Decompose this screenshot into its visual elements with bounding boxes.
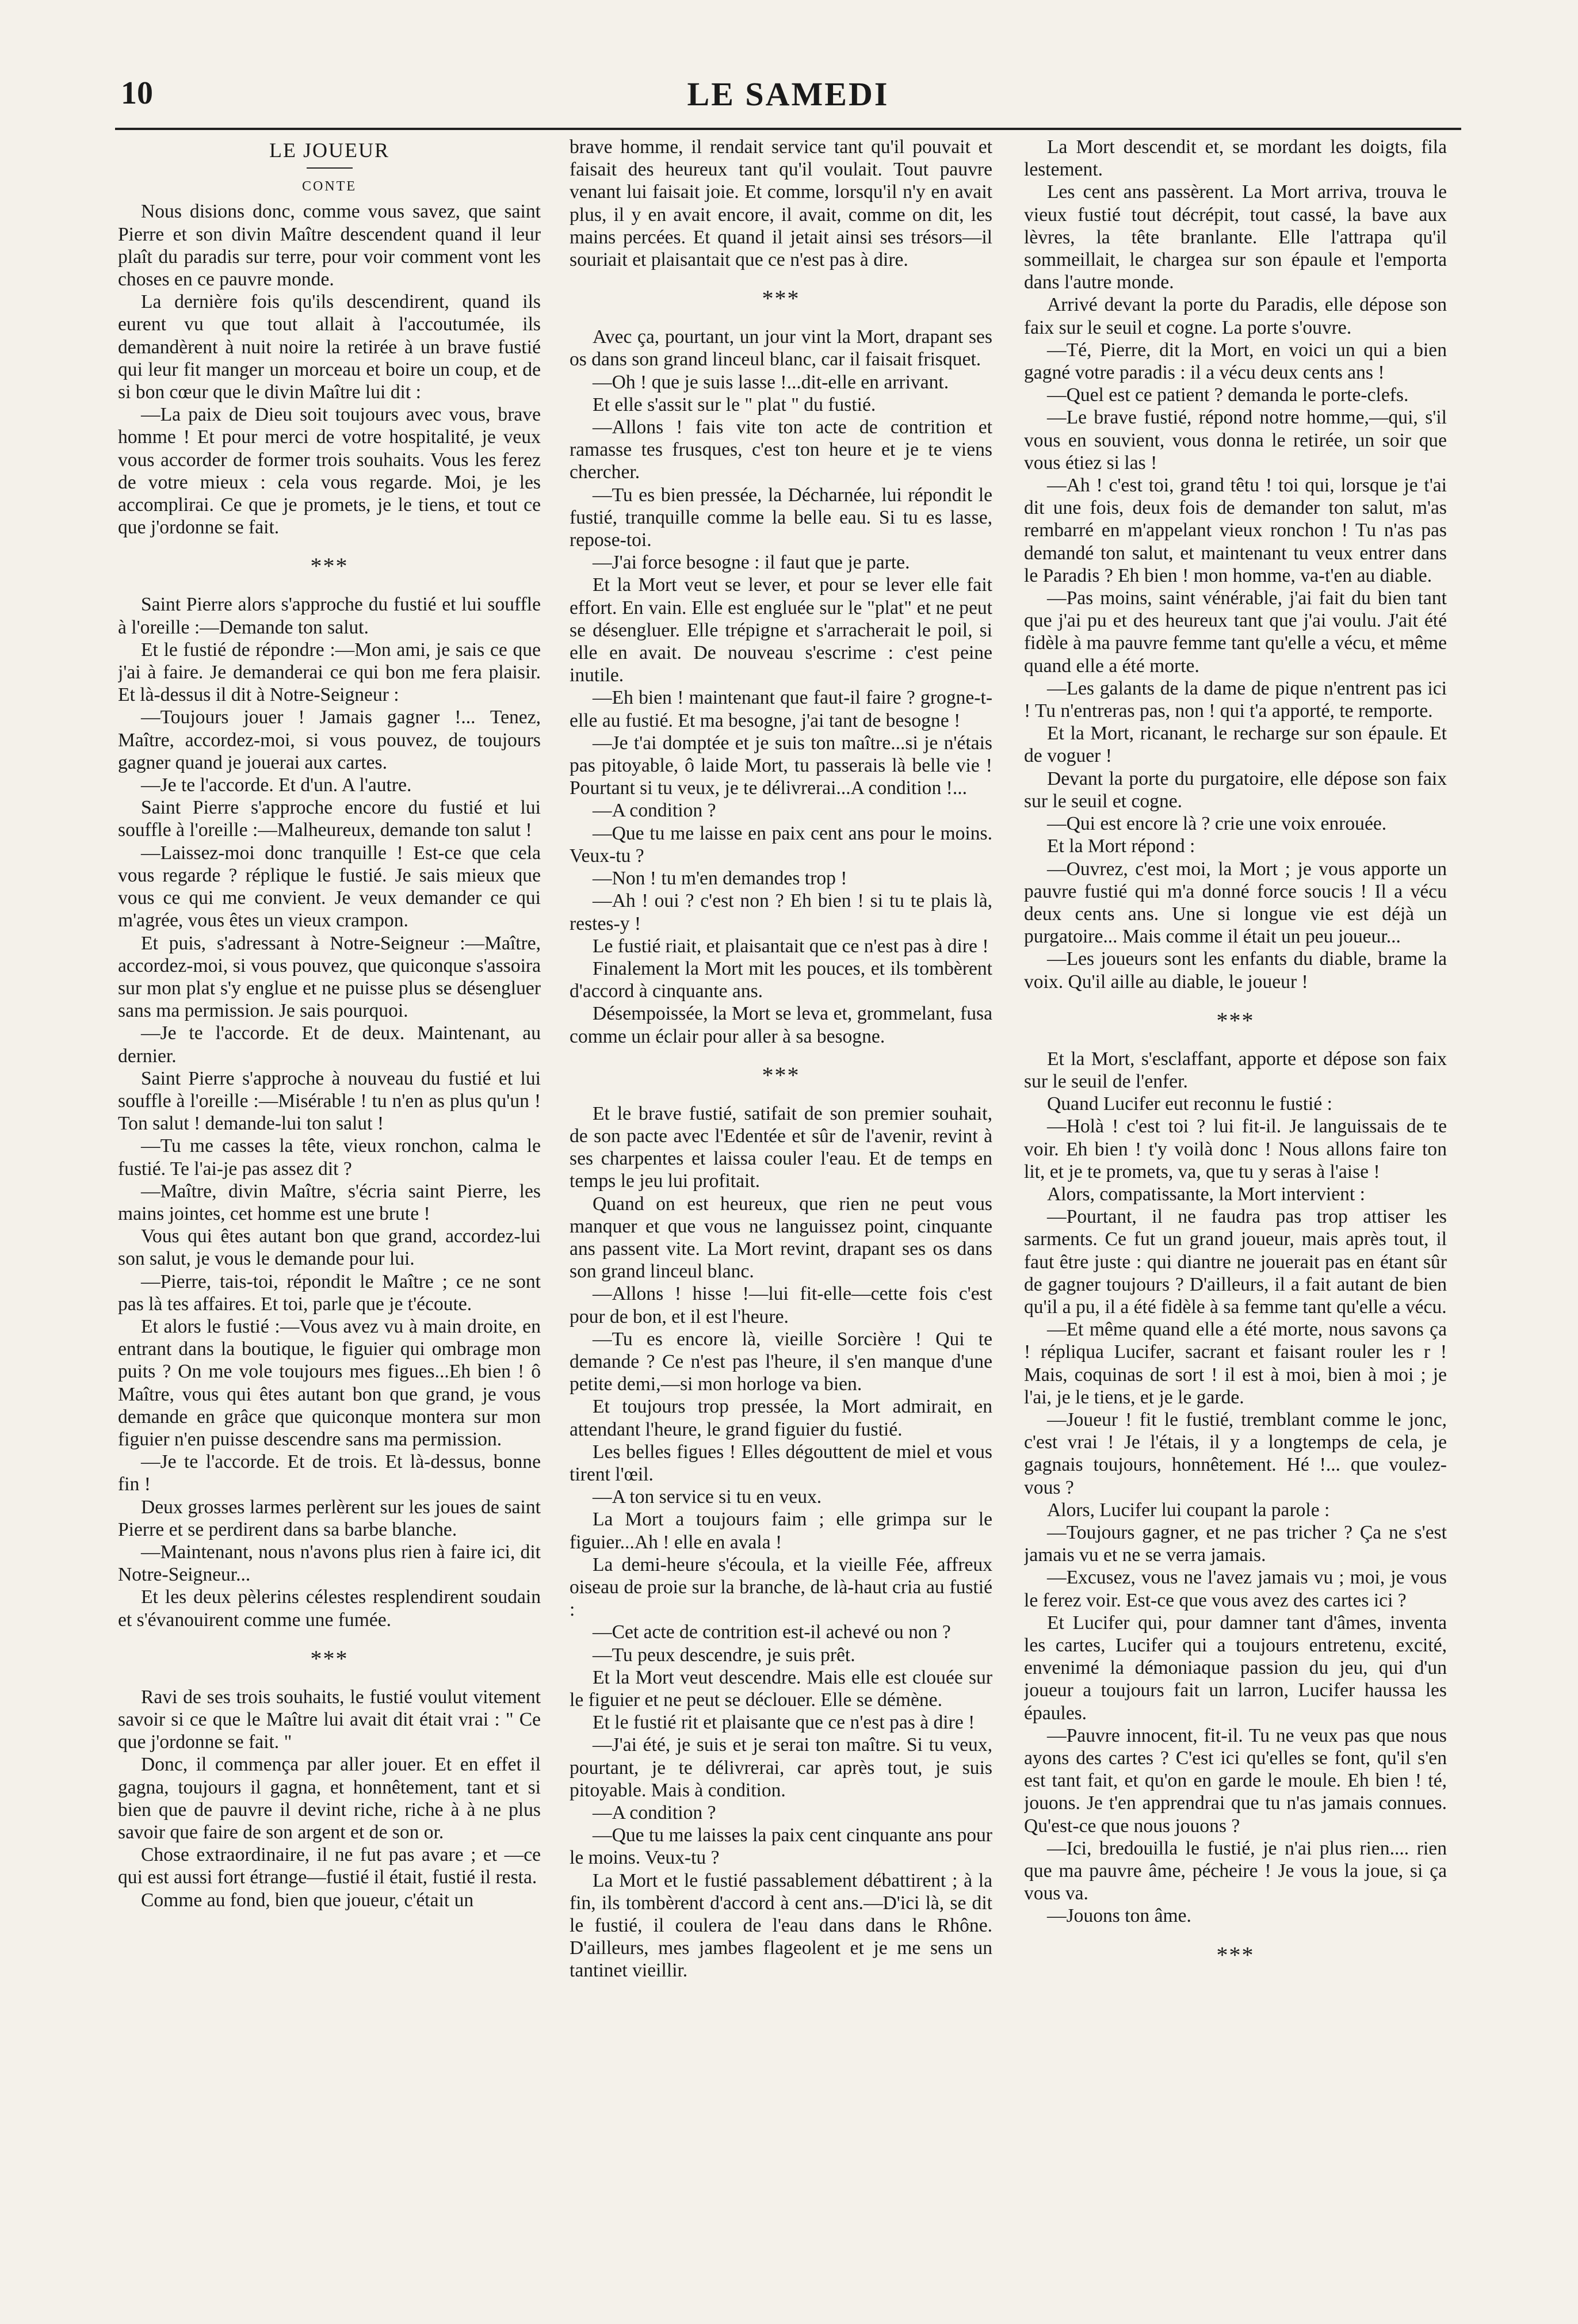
paragraph: Quand on est heureux, que rien ne peut vous manquer et que vous ne languissez point, cinquante ans passent vite. La Mort revint, drapant ses os dans son grand linceul blanc. xyxy=(570,1193,992,1283)
section-separator: *** xyxy=(1216,1007,1255,1033)
paragraph: —Té, Pierre, dit la Mort, en voici un qui a bien gagné votre paradis : il a vécu deux cents ans ! xyxy=(1024,339,1447,384)
paragraph: Saint Pierre s'approche à nouveau du fustié et lui souffle à l'oreille :—Misérable ! tu n'en as plus qu'un ! Ton salut ! demande-lui ton salut ! xyxy=(118,1067,541,1135)
paragraph: —Jouons ton âme. xyxy=(1047,1905,1191,1927)
paragraph: —Maintenant, nous n'avons plus rien à faire ici, dit Notre-Seigneur... xyxy=(118,1541,541,1586)
paragraph: —La paix de Dieu soit toujours avec vous, brave homme ! Et pour merci de votre hospitalité, je veux vous accorder de former trois souhaits. Vous les ferez de votre mieux : cela vous regarde. Moi, je les accomplirai. Ce que je promets, je le tiens, et tout ce que j'ordonne se fait. xyxy=(118,404,541,539)
paragraph: —Eh bien ! maintenant que faut-il faire ? grogne-t-elle au fustié. Et ma besogne, j'ai tant de besogne ! xyxy=(570,687,992,731)
paragraph: —Tu peux descendre, je suis prêt. xyxy=(593,1644,855,1666)
paragraph: Ravi de ses trois souhaits, le fustié voulut vitement savoir si ce que le Maître lui avait dit était vrai : " Ce que j'ordonne se fait. " xyxy=(118,1686,541,1753)
paragraph: —Cet acte de contrition est-il achevé ou non ? xyxy=(593,1621,951,1643)
paragraph: Et le fustié rit et plaisante que ce n'est pas à dire ! xyxy=(593,1712,975,1734)
title-rule xyxy=(307,167,353,169)
paragraph: —Le brave fustié, répond notre homme,—qui, s'il vous en souvient, vous donna le retirée, un soir que vous étiez si las ! xyxy=(1024,407,1447,474)
page-header xyxy=(121,75,1455,121)
paragraph: Et le brave fustié, satifait de son premier souhait, de son pacte avec l'Edentée et sûr de l'avenir, revint à ses charpentes et laissa couler l'eau. Et de temps en temps le jeu lui profitait. xyxy=(570,1102,992,1192)
paragraph: —Non ! tu m'en demandes trop ! xyxy=(593,868,847,890)
header-rule xyxy=(115,128,1461,130)
paragraph: Nous disions donc, comme vous savez, que saint Pierre et son divin Maître descendent quand il leur plaît du paradis sur terre, pour voir comment vont les choses en ce pauvre monde. xyxy=(118,201,541,291)
paragraph: Les cent ans passèrent. La Mort arriva, trouva le vieux fustié tout décrépit, tout cassé, la bave aux lèvres, la tête branlante. Elle l'attrapa qu'il sommeillait, le chargea sur son épaule et l'emporta dans l'autre monde. xyxy=(1024,181,1447,293)
masthead: LE SAMEDI xyxy=(687,75,889,113)
paragraph: La Mort descendit et, se mordant les doigts, fila lestement. xyxy=(1024,136,1447,181)
paragraph: —J'ai force besogne : il faut que je parte. xyxy=(593,552,910,574)
paragraph: —Maître, divin Maître, s'écria saint Pierre, les mains jointes, cet homme est une brute ! xyxy=(118,1180,541,1224)
paragraph: Désempoissée, la Mort se leva et, grommelant, fusa comme un éclair pour aller à sa besogne. xyxy=(570,1003,992,1047)
paragraph: Avec ça, pourtant, un jour vint la Mort, drapant ses os dans son grand linceul blanc, car il faisait frisquet. xyxy=(570,326,992,371)
paragraph: Et la Mort, s'esclaffant, apporte et dépose son faix sur le seuil de l'enfer. xyxy=(1024,1048,1447,1092)
paragraph: —Je te l'accorde. Et de trois. Et là-dessus, bonne fin ! xyxy=(118,1451,541,1495)
paragraph: —Toujours jouer ! Jamais gagner !... Tenez, Maître, accordez-moi, si vous pouvez, de toujours gagner quand je jouerai aux cartes. xyxy=(118,707,541,773)
paragraph: —Qui est encore là ? crie une voix enrouée. xyxy=(1047,813,1387,835)
paragraph: —Tu es bien pressée, la Décharnée, lui répondit le fustié, tranquille comme la belle eau. Si tu es lasse, repose-toi. xyxy=(570,484,992,551)
column-2 xyxy=(570,136,992,2299)
paragraph: Quand Lucifer eut reconnu le fustié : xyxy=(1047,1093,1333,1115)
paragraph: —Tu es encore là, vieille Sorcière ! Qui te demande ? Ce n'est pas l'heure, il s'en manque d'une petite demi,—si mon horloge va bien. xyxy=(570,1328,992,1395)
paragraph: —Je te l'accorde. Et de deux. Maintenant, au dernier. xyxy=(118,1022,541,1067)
paragraph: —Toujours gagner, et ne pas tricher ? Ça ne s'est jamais vu et ne se verra jamais. xyxy=(1024,1521,1447,1566)
paragraph: —Oh ! que je suis lasse !...dit-elle en arrivant. xyxy=(593,371,949,393)
paragraph: Le fustié riait, et plaisantait que ce n'est pas à dire ! xyxy=(593,935,989,957)
section-separator: *** xyxy=(310,553,349,579)
paragraph: brave homme, il rendait service tant qu'il pouvait et faisait des heureux tant qu'il voulait. Tout pauvre venant lui faisait joie. Et comme, lorsqu'il n'y en avait plus, il y en avait encore, il avait, comme on dit, les mains percées. Et quand il jetait ainsi ses trésors—il souriait et plaisantait que ce n'est pas à dire. xyxy=(570,136,992,271)
paragraph: Et les deux pèlerins célestes resplendirent soudain et s'évanouirent comme une fumée. xyxy=(118,1586,541,1631)
paragraph: Et Lucifer qui, pour damner tant d'âmes, inventa les cartes, Lucifer qui a toujours entretenu, excité, envenimé la démoniaque passion du jeu, qui d'un joueur a toujours fait un larron, Lucifer haussa les épaules. xyxy=(1024,1612,1447,1724)
paragraph: —Ah ! c'est toi, grand têtu ! toi qui, lorsque je t'ai dit une fois, deux fois de demander ton salut, m'as rembarré en m'appelant vieux ronchon ! Tu n'as pas demandé ton salut, et maintenant tu veux entrer dans le Paradis ? Eh bien ! mon homme, va-t'en au diable. xyxy=(1024,475,1447,586)
paragraph: —Excusez, vous ne l'avez jamais vu ; moi, je vous le ferez voir. Est-ce que vous avez des cartes ici ? xyxy=(1024,1567,1447,1611)
paragraph: Et la Mort, ricanant, le recharge sur son épaule. Et de voguer ! xyxy=(1024,723,1447,767)
page-number: 10 xyxy=(121,75,153,111)
paragraph: —Pourtant, il ne faudra pas trop attiser les sarments. Ce fut un grand joueur, mais après tout, il faut être juste : qui diantre ne jouerait pas en étant sûr de gagner toujours ? D'ailleurs, il a fait autant de bien qu'il a pu, il a été fidèle à sa femme tant qu'elle a vécu. xyxy=(1024,1206,1447,1318)
paragraph: —Pauvre innocent, fit-il. Tu ne veux pas que nous ayons des cartes ? C'est ici qu'elles se font, qu'il s'en est tant fait, et qu'on en garde le moule. Eh bien ! té, jouons. Je t'en apprendrai que tu n'as jamais connues. Qu'est-ce que nous jouons ? xyxy=(1024,1724,1447,1837)
paragraph: Chose extraordinaire, il ne fut pas avare ; et —ce qui est aussi fort étrange—fustié il était, fustié il resta. xyxy=(118,1844,541,1888)
paragraph: —Pas moins, saint vénérable, j'ai fait du bien tant que j'ai pu et des heureux tant que j'ai voulu. J'ait été fidèle à ma pauvre femme tant qu'elle a vécu, et même quand elle a été morte. xyxy=(1024,587,1447,677)
paragraph: —Ah ! oui ? c'est non ? Eh bien ! si tu te plais là, restes-y ! xyxy=(570,890,992,934)
paragraph: —A condition ? xyxy=(593,800,716,822)
paragraph: —J'ai été, je suis et je serai ton maître. Si tu veux, pourtant, je te délivrerai, car après tout, je suis pitoyable. Mais à condition. xyxy=(570,1734,992,1801)
paragraph: Donc, il commença par aller jouer. Et en effet il gagna, toujours il gagna, et honnêtement, tant et si bien que de pauvre il devint riche, riche à à ne plus savoir que faire de son argent et de son or. xyxy=(118,1754,541,1844)
paragraph: —Joueur ! fit le fustié, tremblant comme le jonc, c'est vrai ! Je l'étais, il y a longtemps de cela, je gagnais toujours, honnêtement. Hé !... que voulez-vous ? xyxy=(1024,1409,1447,1498)
paragraph: —A ton service si tu en veux. xyxy=(593,1486,822,1508)
article-subtitle: CONTE xyxy=(302,179,357,194)
column-3 xyxy=(1024,136,1447,2299)
paragraph: Et alors le fustié :—Vous avez vu à main droite, en entrant dans la boutique, le figuier qui ombrage mon puits ? On me vole toujours mes figues...Eh bien ! ô Maître, vous qui êtes autant bon que grand, je vous demande en grâce que quiconque montera sur mon figuier n'en puisse descendre sans ma permission. xyxy=(118,1315,541,1450)
paragraph: —Pierre, tais-toi, répondit le Maître ; ce ne sont pas là tes affaires. Et toi, parle que je t'écoute. xyxy=(118,1270,541,1315)
paragraph: Vous qui êtes autant bon que grand, accordez-lui son salut, je vous le demande pour lui. xyxy=(118,1226,541,1270)
paragraph: Saint Pierre s'approche encore du fustié et lui souffle à l'oreille :—Malheureux, demande ton salut ! xyxy=(118,797,541,841)
paragraph: —Quel est ce patient ? demanda le porte-clefs. xyxy=(1047,384,1409,406)
paragraph: Finalement la Mort mit les pouces, et ils tombèrent d'accord à cinquante ans. xyxy=(570,957,992,1002)
paragraph: Les belles figues ! Elles dégouttent de miel et vous tirent l'œil. xyxy=(570,1441,992,1485)
paragraph: —Allons ! fais vite ton acte de contrition et ramasse tes frusques, c'est ton heure et je te viens chercher. xyxy=(570,417,992,483)
section-separator: *** xyxy=(310,1645,349,1672)
section-separator: *** xyxy=(762,285,800,312)
paragraph: Alors, Lucifer lui coupant la parole : xyxy=(1047,1499,1330,1521)
paragraph: —Les galants de la dame de pique n'entrent pas ici ! Tu n'entreras pas, non ! qui t'a apporté, te remporte. xyxy=(1024,677,1447,722)
column-2-body xyxy=(570,136,992,1982)
paragraph: —Tu me casses la tête, vieux ronchon, calma le fustié. Te l'ai-je pas assez dit ? xyxy=(118,1135,541,1180)
paragraph: Arrivé devant la porte du Paradis, elle dépose son faix sur le seuil et cogne. La porte s'ouvre. xyxy=(1024,294,1447,338)
paragraph: Et la Mort répond : xyxy=(1047,835,1195,857)
paragraph: Et elle s'assit sur le " plat " du fustié. xyxy=(593,394,876,415)
paragraph: Et la Mort veut descendre. Mais elle est clouée sur le figuier et ne peut se déclouer. Elle se démène. xyxy=(570,1666,992,1711)
paragraph: —Holà ! c'est toi ? lui fit-il. Je languissais de te voir. Eh bien ! t'y voilà donc ! Nous allons faire ton lit, et je te promets, va, que tu y seras à l'aise ! xyxy=(1024,1116,1447,1182)
article-title: LE JOUEUR xyxy=(269,139,389,162)
column-1 xyxy=(118,136,541,2299)
paragraph: Alors, compatissante, la Mort intervient : xyxy=(1047,1183,1365,1205)
paragraph: La Mort a toujours faim ; elle grimpa sur le figuier...Ah ! elle en avala ! xyxy=(570,1509,992,1553)
paragraph: Et toujours trop pressée, la Mort admirait, en attendant l'heure, le grand figuier du fustié. xyxy=(570,1396,992,1440)
section-separator: *** xyxy=(1216,1941,1255,1968)
section-separator: *** xyxy=(762,1062,800,1088)
column-3-body xyxy=(1024,136,1447,1982)
paragraph: —Je te l'accorde. Et d'un. A l'autre. xyxy=(141,774,412,796)
paragraph: —A condition ? xyxy=(593,1802,716,1824)
paragraph: —Ouvrez, c'est moi, la Mort ; je vous apporte un pauvre fustié qui m'a donné force soucis ! Il a vécu deux cents ans. Une si longue vie est déjà un purgatoire... Mais comme il était un peu joueur... xyxy=(1024,858,1447,948)
paragraph: —Que tu me laisses la paix cent cinquante ans pour le moins. Veux-tu ? xyxy=(570,1825,992,1869)
paragraph: Saint Pierre alors s'approche du fustié et lui souffle à l'oreille :—Demande ton salut. xyxy=(118,594,541,638)
paragraph: Et puis, s'adressant à Notre-Seigneur :—Maître, accordez-moi, si vous pouvez, que quiconque s'assoira sur mon plat s'y englue et ne puisse plus se désengluer sans ma permission. Je sais pourquoi. xyxy=(118,932,541,1022)
paragraph: La Mort et le fustié passablement débattirent ; à la fin, ils tombèrent d'accord à cent ans.—D'ici là, se dit le fustié, il coulera de l'eau dans dans le Rhône. D'ailleurs, mes jambes flageolent et je me sens un tantinet vieillir. xyxy=(570,1869,992,1982)
paragraph: —Allons ! hisse !—lui fit-elle—cette fois c'est pour de bon, et il est l'heure. xyxy=(570,1283,992,1327)
column-1-body xyxy=(118,200,541,1911)
paragraph: Et le fustié de répondre :—Mon ami, je sais ce que j'ai à faire. Je demanderai ce qui bon me fera plaisir. Et là-dessus il dit à Notre-Seigneur : xyxy=(118,639,541,706)
paragraph: —Que tu me laisse en paix cent ans pour le moins. Veux-tu ? xyxy=(570,822,992,867)
paragraph: Comme au fond, bien que joueur, c'était un xyxy=(141,1889,474,1911)
paragraph: Et la Mort veut se lever, et pour se lever elle fait effort. En vain. Elle est engluée sur le "plat" et ne peut se désengluer. Elle trépigne et s'arracherait le poil, si elle en avait. De nouveau s'escrime : c'est peine inutile. xyxy=(570,574,992,686)
paragraph: —Je t'ai domptée et je suis ton maître...si je n'étais pas pitoyable, ô laide Mort, tu passerais là belle vie ! Pourtant si tu veux, je te délivrerai...A condition !... xyxy=(570,732,992,799)
paragraph: —Et même quand elle a été morte, nous savons ça ! répliqua Lucifer, sacrant et faisant rouler les r ! Mais, coquinas de sort ! il est à moi, bien à moi ; je l'ai, je le tiens, et je le garde. xyxy=(1024,1319,1447,1408)
paragraph: —Les joueurs sont les enfants du diable, brame la voix. Qu'il aille au diable, le joueur ! xyxy=(1024,948,1447,993)
paragraph: Deux grosses larmes perlèrent sur les joues de saint Pierre et se perdirent dans sa barbe blanche. xyxy=(118,1496,541,1540)
paragraph: —Ici, bredouilla le fustié, je n'ai plus rien.... rien que ma pauvre âme, pécheire ! Je vous la joue, si ça vous va. xyxy=(1024,1837,1447,1905)
paragraph: Devant la porte du purgatoire, elle dépose son faix sur le seuil et cogne. xyxy=(1024,768,1447,812)
paragraph: La dernière fois qu'ils descendirent, quand ils eurent vu que tout allait à l'accoutumée, ils demandèrent à nuit noire la retirée à un brave fustié qui leur fit manger un morceau et boire un coup, et de si bon cœur que le divin Maître lui dit : xyxy=(118,291,541,403)
paragraph: —Laissez-moi donc tranquille ! Est-ce que cela vous regarde ? réplique le fustié. Je sais mieux que vous ce qui me convient. Je veux demander ce qui m'agrée, vous êtes un vieux crampon. xyxy=(118,842,541,932)
paragraph: La demi-heure s'écoula, et la vieille Fée, affreux oiseau de proie sur la branche, de là-haut cria au fustié : xyxy=(570,1554,992,1621)
